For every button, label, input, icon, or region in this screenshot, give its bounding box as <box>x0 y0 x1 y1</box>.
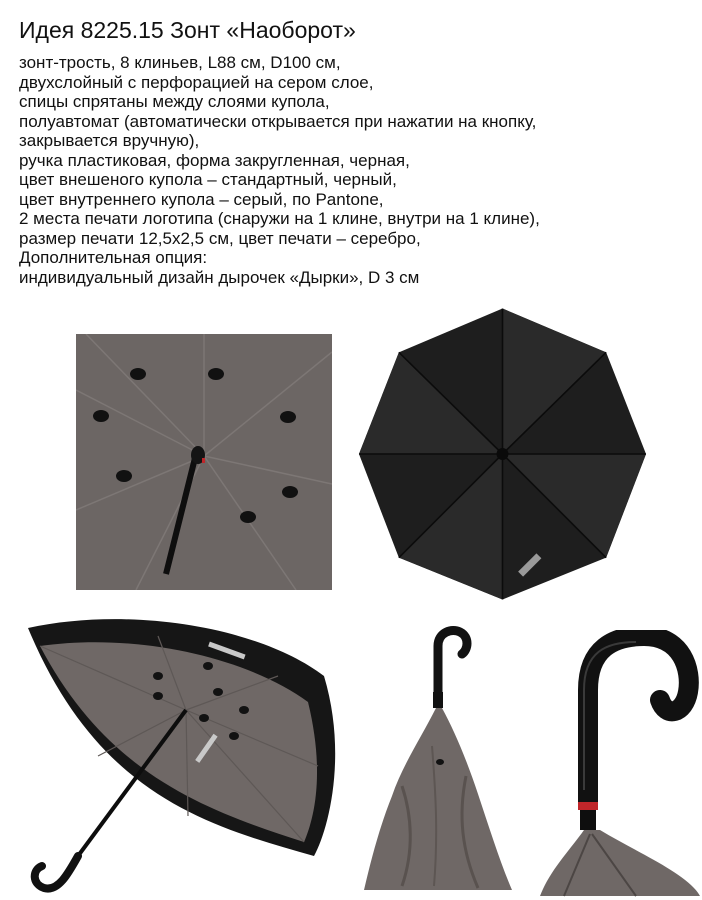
description-line: цвет внешеного купола – стандартный, черный, <box>19 170 397 189</box>
description-line: спицы спрятаны между слоями купола, <box>19 92 330 111</box>
umbrella-open-side-photo <box>8 606 348 896</box>
description-line: двухслойный с перфорацией на сером слое, <box>19 72 374 92</box>
product-title: Идея 8225.15 Зонт «Наоборот» <box>19 17 356 43</box>
description-line: индивидуальный дизайн дырочек «Дырки», D 3 см <box>19 267 420 287</box>
umbrella-closed-photo <box>362 626 512 894</box>
umbrella-top-photo <box>355 306 650 602</box>
description-line: 2 места печати логотипа (снаружи на 1 клине, внутри на 1 клине), <box>19 209 540 228</box>
description-line: цвет внутреннего купола – серый, по Pantone, <box>19 189 384 209</box>
description-line: полуавтомат (автоматически открывается при нажатии на кнопку, <box>19 111 537 131</box>
description-line: размер печати 12,5х2,5 см, цвет печати – серебро, <box>19 228 421 248</box>
umbrella-handle-photo <box>540 630 700 898</box>
description-line: ручка пластиковая, форма закругленная, черная, <box>19 150 410 170</box>
product-description <box>19 53 689 287</box>
description-line: Дополнительная опция: <box>19 248 208 267</box>
description-line: закрывается вручную), <box>19 131 200 150</box>
description-line: зонт-трость, 8 клиньев, L88 см, D100 см, <box>19 53 341 72</box>
umbrella-inside-photo <box>76 334 332 590</box>
